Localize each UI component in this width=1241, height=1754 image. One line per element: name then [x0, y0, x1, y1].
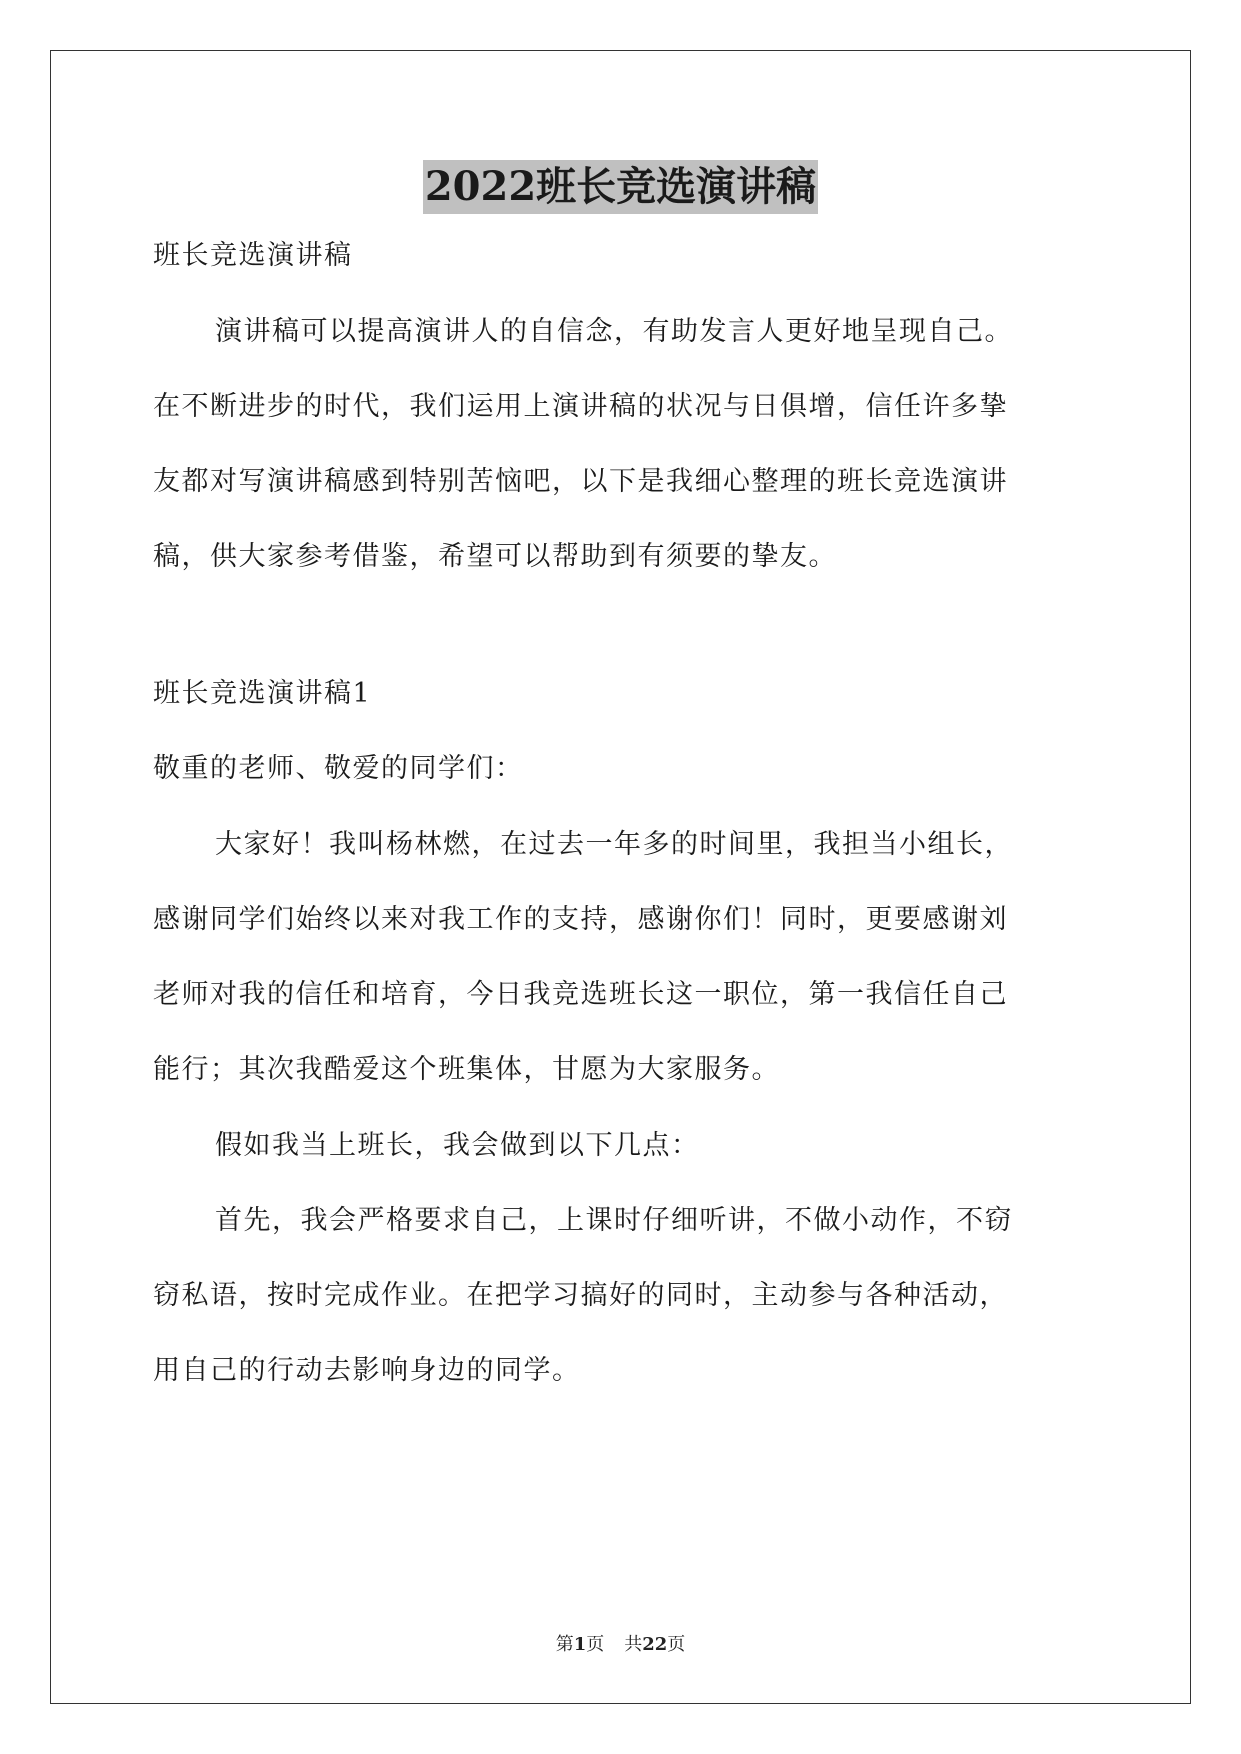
- paragraph-line: 稿，供大家参考借鉴，希望可以帮助到有须要的挚友。: [153, 541, 837, 572]
- footer-total-pages: 22: [642, 1634, 668, 1655]
- paragraph-line: 首先，我会严格要求自己，上课时仔细听讲，不做小动作，不窃: [215, 1205, 1013, 1236]
- paragraph-line: 窃私语，按时完成作业。在把学习搞好的同时，主动参与各种活动，: [153, 1280, 1008, 1311]
- paragraph-line: 能行；其次我酷爱这个班集体，甘愿为大家服务。: [153, 1054, 780, 1085]
- section-heading: 班长竞选演讲稿: [153, 240, 353, 271]
- paragraph-line: 友都对写演讲稿感到特别苦恼吧，以下是我细心整理的班长竞选演讲: [153, 466, 1008, 497]
- title-container: [0, 160, 1241, 214]
- footer-page-number: 1: [573, 1634, 587, 1655]
- page-border: [50, 50, 1191, 1704]
- footer-page-prefix: 第: [555, 1634, 574, 1655]
- paragraph-line: 用自己的行动去影响身边的同学。: [153, 1355, 581, 1386]
- document-title: 2022班长竞选演讲稿: [423, 160, 818, 214]
- paragraph-line: 老师对我的信任和培育，今日我竞选班长这一职位，第一我信任自己: [153, 979, 1008, 1010]
- footer-total-suffix: 页: [667, 1634, 686, 1655]
- footer-total-prefix: 共: [624, 1634, 643, 1655]
- section-heading: 班长竞选演讲稿1: [153, 678, 372, 709]
- paragraph-line: 感谢同学们始终以来对我工作的支持，感谢你们！同时，更要感谢刘: [153, 904, 1008, 935]
- page-footer: [0, 1633, 1241, 1657]
- paragraph-line: 大家好！我叫杨林燃，在过去一年多的时间里，我担当小组长，: [215, 829, 1013, 860]
- paragraph-line: 演讲稿可以提高演讲人的自信念，有助发言人更好地呈现自己。: [215, 316, 1013, 347]
- paragraph-line: 假如我当上班长，我会做到以下几点：: [215, 1130, 700, 1161]
- footer-page-suffix: 页: [586, 1634, 605, 1655]
- salutation: 敬重的老师、敬爱的同学们：: [153, 753, 524, 784]
- paragraph-line: 在不断进步的时代，我们运用上演讲稿的状况与日俱增，信任许多挚: [153, 391, 1008, 422]
